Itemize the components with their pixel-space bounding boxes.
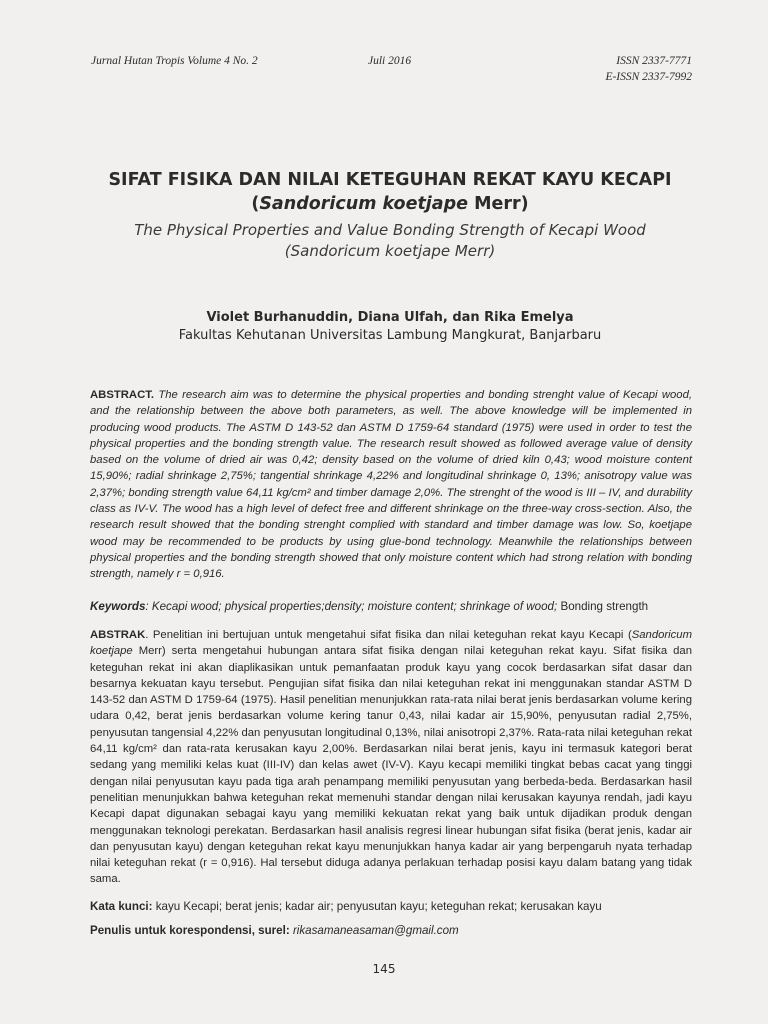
abstract-english bbox=[90, 387, 692, 583]
english-title bbox=[90, 220, 690, 262]
keywords-italic: : Kecapi wood; physical properties;density; moisture content; shrinkage of wood; bbox=[145, 600, 558, 613]
keywords bbox=[90, 599, 692, 615]
authors: Violet Burhanuddin, Diana Ulfah, dan Rika Emelya bbox=[206, 310, 574, 325]
kata-kunci-value: kayu Kecapi; berat jenis; kadar air; penyusutan kayu; keteguhan rekat; kerusakan kayu bbox=[152, 900, 602, 913]
abstract-body: The research aim was to determine the physical properties and bonding strenght value of Kecapi wood, and the relationship between the above both parameters, as well. The above knowledge will be implemented in producing wood products. The ASTM D 143-52 dan ASTM D 1759-64 standard (1975) were used in order to test the physical properties and the bonding strength value. The research result showed as followed average value of density based on the volume of dried air was 0,42; density based on the volume of dried kiln 0,43; wood moisture content 15,90%; radial shrinkage 2,75%; tangential shrinkage 4,22% and longitudinal shrinkage 0, 13%; anisotropy value was 2,37%; bonding strength value 64,11 kg/cm² and timber damage 2,0%. The strenght of the wood is III – IV, and durability class as IV-V. The wood has a high level of defect free and different shrinkage on the three-way cross-section. Also, the research result showed that the bonding strenght complied with standard and timber damage was low. So, koetjape wood may be recommended to be products by using glue-bond technology. Meanwhile the relationships between physical properties and the bonding strength showed that only moisture content which had strong relation with bonding strength, namely r = 0,916. bbox=[90, 389, 692, 581]
subtitle-line-2: (Sandoricum koetjape Merr) bbox=[284, 242, 496, 260]
title-paren-open: ( bbox=[251, 194, 260, 214]
abstrak-species: Sandoricum koetjape bbox=[90, 629, 692, 658]
corresponding-author bbox=[90, 923, 692, 939]
author-email: rikasamaneasaman@gmail.com bbox=[289, 924, 459, 937]
subtitle-line-1: The Physical Properties and Value Bonding Strength of Kecapi Wood bbox=[134, 221, 646, 239]
issue-date: Juli 2016 bbox=[368, 55, 412, 67]
abstract-label: ABSTRACT. bbox=[90, 389, 155, 401]
eissn: E-ISSN 2337-7992 bbox=[605, 71, 692, 83]
keywords-plain: Bonding strength bbox=[557, 600, 649, 613]
abstrak-body: Merr) serta mengetahui hubungan antara sifat fisika dengan nilai keteguhan rekat kayu. Sifat fisika dan keteguhan rekat ini akan diaplikasikan untuk pemanfaatan produk kayu yang cocok berdasarkan sifat dasar dan besarnya kekuatan kayu tersebut. Pengujian sifat fisika dan nilai keteguhan rekat ini menggunakan standar ASTM D 143-52 dan ASTM D 1759-64 (1975). Hasil penelitian menunjukkan rata-rata nilai berat jenis berdasarkan volume kering udara 0,42, berat jenis berdasarkan volume kering tanur 0,43, nilai kadar air 15,90%, penyusutan radial 2,75%, penyusutan tangensial 4,22% dan penyusutan longitudinal 0,13%, nilai anisotropi 2,37%. Rata-rata nilai keteguhan rekat 64,11 kg/cm² dan rata-rata kerusakan kayu 2,00%. Berdasarkan nilai berat jenis, kayu ini termasuk kategori berat sedang yang memiliki kelas kuat (III-IV) dan kelas awet (IV-V). Kayu kecapi memiliki tingkat bebas cacat yang tinggi dengan nilai penyusutan kayu pada tiga arah penampang memiliki penyusutan yang berbeda-beda. Berdasarkan hasil penelitian menunjukkan bahwa keteguhan rekat memenuhi standar dengan nilai kerusakan kayunya rendah, jadi kayu Kecapi dapat digunakan sebagai kayu yang memiliki kekuatan rekat yang baik untuk dijadikan produk dengan menggunakan teknologi perekatan. Berdasarkan hasil analisis regresi linear hubungan sifat fisika (berat jenis, kadar air dan penyusutan kayu) dengan keteguhan rekat kayu menunjukkan hanya kadar air yang berpengaruh nyata terhadap nilai keteguhan rekat (r = 0,916). Hal tersebut diduga adanya perlakuan terhadap posisi kayu dalam batang yang tidak sama. bbox=[90, 645, 692, 886]
title-line-2 bbox=[90, 192, 690, 216]
issn: ISSN 2337-7771 bbox=[616, 55, 692, 67]
affiliation: Fakultas Kehutanan Universitas Lambung Mangkurat, Banjarbaru bbox=[178, 328, 602, 343]
issn-block bbox=[605, 53, 692, 85]
title-line-1: SIFAT FISIKA DAN NILAI KETEGUHAN REKAT KAYU KECAPI bbox=[108, 170, 672, 190]
abstrak-intro: . Penelitian ini bertujuan untuk mengetahui sifat fisika dan nilai keteguhan rekat kayu Kecapi ( bbox=[145, 629, 632, 641]
abstrak-label: ABSTRAK bbox=[90, 629, 146, 641]
page-number: 145 bbox=[372, 962, 396, 976]
abstrak-indonesian bbox=[90, 627, 692, 888]
penulis-label: Penulis untuk korespondensi, surel: bbox=[90, 924, 290, 937]
title-line2-close: Merr) bbox=[468, 194, 529, 214]
kata-kunci bbox=[90, 899, 692, 915]
title-species: Sandoricum koetjape bbox=[259, 194, 469, 214]
journal-header: Jurnal Hutan Tropis Volume 4 No. 2 bbox=[91, 55, 258, 67]
kata-kunci-label: Kata kunci: bbox=[90, 900, 153, 913]
paper-title bbox=[90, 168, 690, 216]
keywords-label: Keywords bbox=[90, 600, 146, 613]
